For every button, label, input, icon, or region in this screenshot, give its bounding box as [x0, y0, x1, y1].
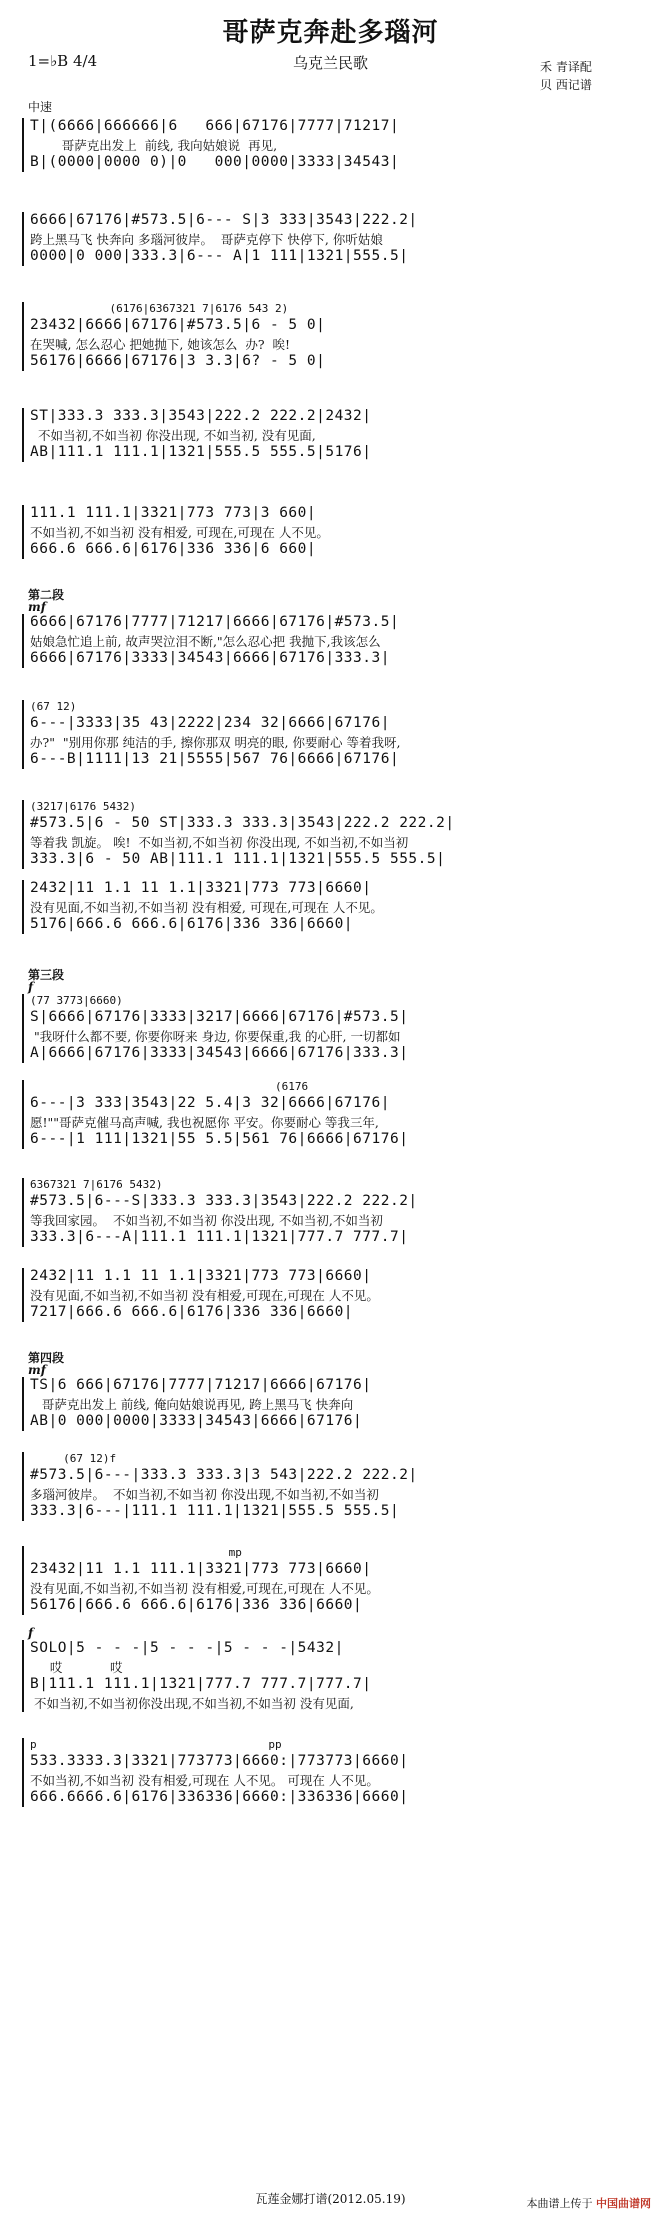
notation-line: 56176|6666|67176|3 3.3|6? - 5 0|: [30, 353, 326, 369]
tempo-marking: 中速: [28, 100, 53, 114]
dynamic-marking: f: [28, 980, 34, 994]
notation-line: 666.6 666.6|6176|336 336|6 660|: [30, 541, 317, 557]
annotation-line: (6176: [30, 1080, 309, 1093]
lyric-line: 没有见面,不如当初,不如当初 没有相爱,可现在,可现在 人不见。: [30, 1288, 379, 1303]
notation-line: T|(6666|666666|6 666|67176|7777|71217|: [30, 118, 400, 134]
lyric-line: 等着我 凯旋。 唉! 不如当初,不如当初 你没出现, 不如当初,不如当初: [30, 835, 409, 850]
lyric-line: 跨上黑马飞 快奔向 多瑙河彼岸。 哥萨克停下 快停下, 你听姑娘: [30, 232, 383, 247]
section-heading: 第二段: [28, 588, 65, 602]
notation-line: 23432|11 1.1 111.1|3321|773 773|6660|: [30, 1561, 372, 1577]
system-bracket: [22, 994, 24, 1063]
lyric-line: "我呀什么都不要, 你要你呀来 身边, 你要保重,我 的心肝, 一切都如: [30, 1029, 401, 1044]
lyric-line: 愿!""哥萨克催马高声喊, 我也祝愿你 平安。你要耐心 等我三年,: [30, 1115, 379, 1130]
system-bracket: [22, 1452, 24, 1521]
notation-line: 6---B|1111|13 21|5555|567 76|6666|67176|: [30, 751, 400, 767]
lyric-line: 等我回家园。 不如当初,不如当初 你没出现, 不如当初,不如当初: [30, 1213, 383, 1228]
system-bracket: [22, 408, 24, 462]
notation-line: 56176|666.6 666.6|6176|336 336|6660|: [30, 1597, 363, 1613]
system-bracket: [22, 1377, 24, 1431]
song-origin: 乌克兰民歌: [292, 54, 368, 72]
notation-line: 0000|0 000|333.3|6--- A|1 111|1321|555.5|: [30, 248, 409, 264]
notation-line: TS|6 666|67176|7777|71217|6666|67176|: [30, 1377, 372, 1393]
annotation-line: (3217|6176 5432): [30, 800, 136, 813]
notation-line: 333.3|6 - 50 AB|111.1 111.1|1321|555.5 555.5|: [30, 851, 446, 867]
song-title: 哥萨克奔赴多瑙河: [222, 18, 439, 48]
notation-line: 2432|11 1.1 11 1.1|3321|773 773|6660|: [30, 1268, 372, 1284]
annotation-line: (6176|6367321 7|6176 543 2): [30, 302, 289, 315]
system-bracket: [22, 1640, 24, 1712]
notation-line: 6666|67176|3333|34543|6666|67176|333.3|: [30, 650, 390, 666]
notation-line: A|6666|67176|3333|34543|6666|67176|333.3|: [30, 1045, 409, 1061]
system-bracket: [22, 614, 24, 668]
lyric-line: 多瑙河彼岸。 不如当初,不如当初 你没出现,不如当初,不如当初: [30, 1487, 379, 1502]
system-bracket: [22, 118, 24, 172]
system-bracket: [22, 302, 24, 371]
notation-line: 2432|11 1.1 11 1.1|3321|773 773|6660|: [30, 880, 372, 896]
system-bracket: [22, 1178, 24, 1247]
dynamic-marking: mf: [28, 1363, 46, 1377]
notation-line: 23432|6666|67176|#573.5|6 - 5 0|: [30, 317, 326, 333]
transcriber-credit: 贝 西记谱: [540, 78, 592, 92]
notation-line: 111.1 111.1|3321|773 773|3 660|: [30, 505, 317, 521]
notation-line: 6---|3333|35 43|2222|234 32|6666|67176|: [30, 715, 390, 731]
lyric-line: 姑娘急忙追上前, 故声哭泣泪不断,"怎么忍心把 我抛下,我该怎么: [30, 634, 381, 649]
notation-line: SOLO|5 - - -|5 - - -|5 - - -|5432|: [30, 1640, 344, 1656]
system-bracket: [22, 800, 24, 869]
annotation-line: (67 12)f: [30, 1452, 117, 1465]
system-bracket: [22, 1080, 24, 1149]
system-bracket: [22, 1546, 24, 1615]
notation-line: 6---|3 333|3543|22 5.4|3 32|6666|67176|: [30, 1095, 390, 1111]
notation-line: 333.3|6---A|111.1 111.1|1321|777.7 777.7|: [30, 1229, 409, 1245]
lyric-line: 哥萨克出发上 前线, 我向姑娘说 再见,: [30, 138, 278, 153]
credits: [540, 58, 592, 94]
lyric-line: 在哭喊, 怎么忍心 把她抛下, 她该怎么 办? 唉!: [30, 337, 290, 352]
lyric-line: 没有见面,不如当初,不如当初 没有相爱,可现在,可现在 人不见。: [30, 1581, 379, 1596]
notation-line: 6666|67176|7777|71217|6666|67176|#573.5|: [30, 614, 400, 630]
notation-line: B|111.1 111.1|1321|777.7 777.7|777.7|: [30, 1676, 372, 1692]
engraver-note: 瓦莲金娜打谱(2012.05.19): [255, 2192, 406, 2206]
notation-line: AB|111.1 111.1|1321|555.5 555.5|5176|: [30, 444, 372, 460]
translator-credit: 禾 青译配: [540, 60, 592, 74]
lyric-line: 没有见面,不如当初,不如当初 没有相爱, 可现在,可现在 人不见。: [30, 900, 383, 915]
system-bracket: [22, 700, 24, 769]
system-bracket: [22, 1738, 24, 1807]
notation-line: ST|333.3 333.3|3543|222.2 222.2|2432|: [30, 408, 372, 424]
annotation-line: mp: [30, 1546, 242, 1559]
notation-line: 333.3|6---|111.1 111.1|1321|555.5 555.5|: [30, 1503, 400, 1519]
notation-line: S|6666|67176|3333|3217|6666|67176|#573.5|: [30, 1009, 409, 1025]
lyric-line: 不如当初,不如当初 没有相爱,可现在 人不见。 可现在 人不见。: [30, 1773, 379, 1788]
annotation-line: p pp: [30, 1738, 282, 1751]
section-heading: 第四段: [28, 1351, 65, 1365]
annotation-line: (67 12): [30, 700, 77, 713]
dynamic-marking: mf: [28, 600, 46, 614]
notation-line: #573.5|6 - 50 ST|333.3 333.3|3543|222.2 222.2|: [30, 815, 455, 831]
system-bracket: [22, 1268, 24, 1322]
key-signature: 1=♭B 4/4: [28, 52, 98, 70]
annotation-line: 6367321 7|6176 5432): [30, 1178, 163, 1191]
dynamic-marking: f: [28, 1626, 34, 1640]
lyric-line: 不如当初,不如当初你没出现,不如当初,不如当初 没有见面,: [30, 1696, 354, 1711]
notation-line: #573.5|6---|333.3 333.3|3 543|222.2 222.2|: [30, 1467, 418, 1483]
notation-line: B|(0000|0000 0)|0 000|0000|3333|34543|: [30, 154, 400, 170]
notation-line: 6---|1 111|1321|55 5.5|561 76|6666|67176|: [30, 1131, 409, 1147]
notation-line: 6666|67176|#573.5|6--- S|3 333|3543|222.2|: [30, 212, 418, 228]
site-brand: 中国曲谱网: [596, 2197, 651, 2210]
section-heading: 第三段: [28, 968, 65, 982]
notation-line: 533.3333.3|3321|773773|6660:|773773|6660|: [30, 1753, 409, 1769]
score-header: [0, 0, 661, 114]
lyric-line: 不如当初,不如当初 没有相爱, 可现在,可现在 人不见。: [30, 525, 329, 540]
notation-line: 5176|666.6 666.6|6176|336 336|6660|: [30, 916, 354, 932]
system-bracket: [22, 880, 24, 934]
system-bracket: [22, 212, 24, 266]
notation-line: 666.6666.6|6176|336336|6660:|336336|6660|: [30, 1789, 409, 1805]
notation-line: #573.5|6---S|333.3 333.3|3543|222.2 222.2|: [30, 1193, 418, 1209]
upload-source: [527, 2195, 652, 2211]
lyric-line: 哎 哎: [30, 1660, 123, 1675]
lyric-line: 办?" "别用你那 纯洁的手, 擦你那双 明亮的眼, 你要耐心 等着我呀,: [30, 735, 401, 750]
upload-prefix: 本曲谱上传于: [526, 2197, 593, 2210]
notation-line: AB|0 000|0000|3333|34543|6666|67176|: [30, 1413, 363, 1429]
lyric-line: 哥萨克出发上 前线, 俺向姑娘说再见, 跨上黑马飞 快奔向: [30, 1397, 354, 1412]
annotation-line: (77 3773|6660): [30, 994, 123, 1007]
system-bracket: [22, 505, 24, 559]
notation-line: 7217|666.6 666.6|6176|336 336|6660|: [30, 1304, 354, 1320]
lyric-line: 不如当初,不如当初 你没出现, 不如当初, 没有见面,: [30, 428, 316, 443]
